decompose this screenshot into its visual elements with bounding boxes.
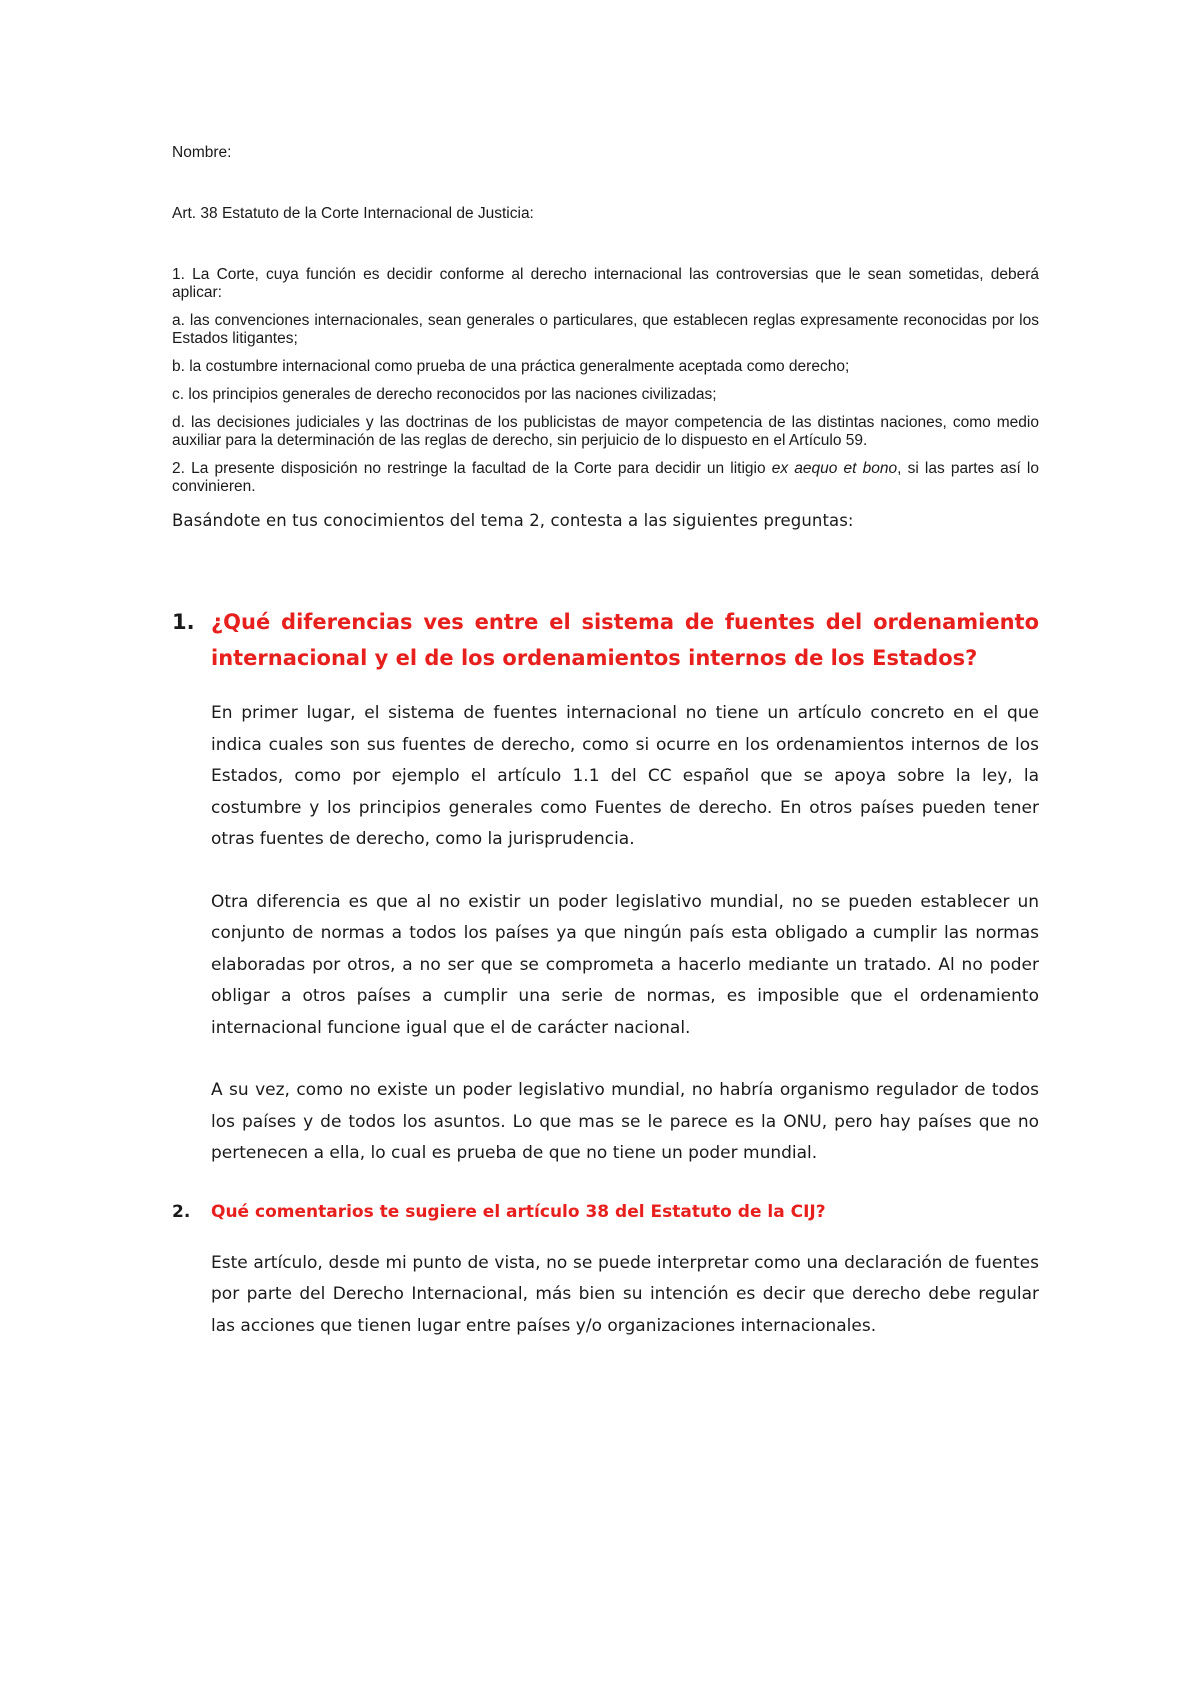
article-item-d: d. las decisiones judiciales y las doctrinas de los publicistas de mayor competencia de las distintas naciones, como medio auxiliar para la determinación de las reglas de derecho, sin perjuicio de lo dispuesto en el Artículo 59.	[172, 414, 1039, 449]
question-list	[172, 604, 1039, 1342]
question-2-answer-1: Este artículo, desde mi punto de vista, no se puede interpretar como una declaración de fuentes por parte del Derecho Internacional, más bien su intención es decir que derecho debe regular las acciones que tienen lugar entre países y/o organizaciones internacionales.	[211, 1252, 1039, 1336]
question-2-heading	[172, 1200, 1039, 1224]
article-paragraph-2	[172, 460, 1039, 496]
question-1-title: ¿Qué diferencias ves entre el sistema de fuentes del ordenamiento internacional y el de los ordenamientos internos de los Estados?	[211, 610, 1039, 670]
article-paragraph-2-end: , si las partes así lo convinieren.	[172, 460, 1039, 495]
question-1-heading	[172, 604, 1039, 676]
question-1-answer-2: Otra diferencia es que al no existir un poder legislativo mundial, no se pueden establecer un conjunto de normas a todos los países ya que ningún país esta obligado a cumplir las normas elaboradas por otros, a no ser que se comprometa a hacerlo mediante un tratado. Al no poder obligar a otros países a cumplir una serie de normas, es imposible que el ordenamiento internacional funcione igual que el de carácter nacional.	[211, 891, 1039, 1038]
article-item-a: a. las convenciones internacionales, sean generales o particulares, que establecen reglas expresamente reconocidas por los Estados litigantes;	[172, 312, 1039, 347]
article-paragraph-1: 1. La Corte, cuya función es decidir conforme al derecho internacional las controversias que le sean sometidas, deberá aplicar:	[172, 266, 1039, 301]
question-1-answer-1: En primer lugar, el sistema de fuentes internacional no tiene un artículo concreto en el que indica cuales son sus fuentes de derecho, como si ocurre en los ordenamientos internos de los Estados, como por ejemplo el artículo 1.1 del CC español que se apoya sobre la ley, la costumbre y los principios generales como Fuentes de derecho. En otros países pueden tener otras fuentes de derecho, como la jurisprudencia.	[211, 703, 1039, 849]
article-item-c: c. los principios generales de derecho reconocidos por las naciones civilizadas;	[172, 386, 717, 403]
question-1	[172, 604, 1039, 1170]
document-content	[172, 144, 1039, 1342]
article-item-b: b. la costumbre internacional como prueba de una práctica generalmente aceptada como derecho;	[172, 358, 850, 375]
question-2-title: Qué comentarios te sugiere el artículo 38 del Estatuto de la CIJ?	[211, 1201, 826, 1222]
article-title: Art. 38 Estatuto de la Corte Internacional de Justicia:	[172, 205, 534, 222]
instruction-text: Basándote en tus conocimientos del tema 2, contesta a las siguientes preguntas:	[172, 511, 854, 530]
latin-phrase: ex aequo et bono	[771, 460, 898, 477]
name-label: Nombre:	[172, 144, 232, 161]
question-1-answer-3: A su vez, como no existe un poder legislativo mundial, no habría organismo regulador de todos los países y de todos los asuntos. Lo que mas se le parece es la ONU, pero hay países que no pertenecen a ella, lo cual es prueba de que no tiene un poder mundial.	[211, 1080, 1039, 1163]
question-2-number: 2.	[172, 1201, 191, 1222]
question-2	[172, 1200, 1039, 1343]
question-1-number: 1.	[172, 610, 195, 634]
article-paragraph-2-start: 2. La presente disposición no restringe la facultad de la Corte para decidir un litigio	[172, 460, 772, 477]
